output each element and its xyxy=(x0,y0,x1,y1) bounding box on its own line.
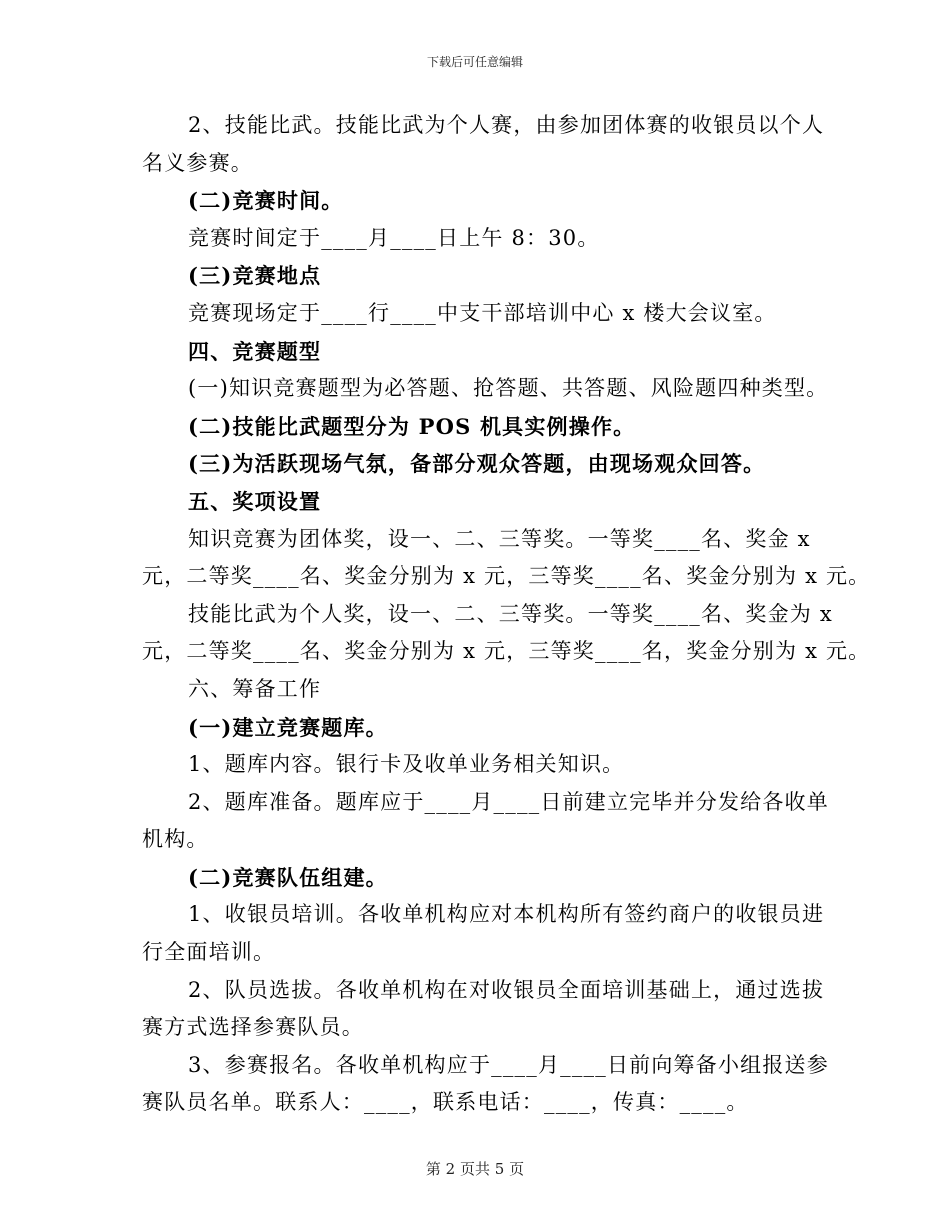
paragraph-line: 竞赛现场定于____行____中支干部培训中心 x 楼大会议室。 xyxy=(188,300,777,325)
paragraph-line: 2、技能比武。技能比武为个人赛，由参加团体赛的收银员以个人 xyxy=(188,113,825,137)
paragraph-line: 技能比武为个人奖，设一、二、三等奖。一等奖____名、奖金为 x xyxy=(188,601,833,626)
paragraph-line: (三)为活跃现场气氛，备部分观众答题，由现场观众回答。 xyxy=(188,451,766,477)
section-heading: 六、筹备工作 xyxy=(188,676,322,701)
section-heading: (一)建立竞赛题库。 xyxy=(188,714,388,740)
section-heading: (三)竞赛地点 xyxy=(188,263,322,289)
paragraph-line: 2、题库准备。题库应于____月____日前建立完毕并分发给各收单 xyxy=(188,789,829,814)
section-heading: (二)竞赛时间。 xyxy=(188,188,344,214)
paragraph-line: 竞赛时间定于____月____日上午 8：30。 xyxy=(188,225,600,250)
page-header: 下载后可任意编辑 xyxy=(426,55,523,69)
section-heading: 四、竞赛题型 xyxy=(188,338,322,364)
paragraph-line: (二)技能比武题型分为 POS 机具实例操作。 xyxy=(188,413,636,439)
page-footer: 第 2 页共 5 页 xyxy=(425,1160,525,1178)
paragraph-line: 赛队员名单。联系人：____，联系电话：____，传真：____。 xyxy=(142,1090,749,1115)
paragraph-line: 赛方式选择参赛队员。 xyxy=(142,1015,364,1040)
paragraph-line: (一)知识竞赛题型为必答题、抢答题、共答题、风险题四种类型。 xyxy=(188,376,829,401)
paragraph-line: 元，二等奖____名、奖金分别为 x 元，三等奖____名，奖金分别为 x 元。 xyxy=(142,639,871,664)
section-heading: (二)竞赛队伍组建。 xyxy=(188,864,388,890)
paragraph-line: 2、队员选拔。各收单机构在对收银员全面培训基础上，通过选拔 xyxy=(188,977,825,1002)
paragraph-line: 1、收银员培训。各收单机构应对本机构所有签约商户的收银员进 xyxy=(188,902,825,927)
paragraph-line: 1、题库内容。银行卡及收单业务相关知识。 xyxy=(188,752,625,777)
paragraph-line: 3、参赛报名。各收单机构应于____月____日前向筹备小组报送参 xyxy=(188,1052,829,1077)
paragraph-line: 名义参赛。 xyxy=(142,150,253,175)
paragraph-line: 机构。 xyxy=(142,827,209,852)
paragraph-line: 行全面培训。 xyxy=(142,940,276,965)
document-body xyxy=(142,107,871,1122)
paragraph-line: 元，二等奖____名、奖金分别为 x 元，三等奖____名、奖金分别为 x 元。 xyxy=(142,564,871,589)
section-heading: 五、奖项设置 xyxy=(188,488,322,514)
paragraph-line: 知识竞赛为团体奖，设一、二、三等奖。一等奖____名、奖金 x xyxy=(188,526,811,551)
